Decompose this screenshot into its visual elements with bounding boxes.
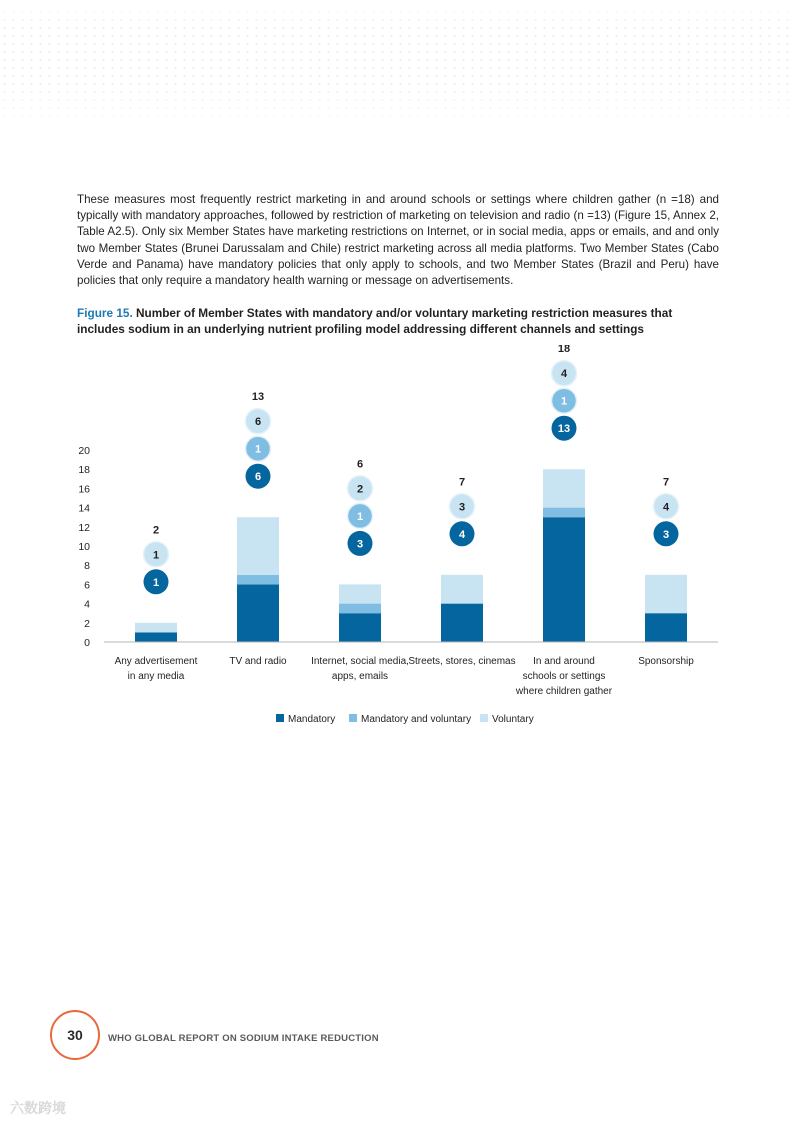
bar-segment	[135, 623, 177, 633]
value-bubble-label: 2	[356, 483, 364, 496]
figure-label: Figure 15.	[77, 306, 133, 320]
y-tick-label: 20	[78, 445, 90, 457]
value-bubble-label: 13	[557, 423, 571, 436]
category-label: Internet, social media,	[311, 656, 409, 667]
category-label: In and around	[533, 656, 595, 667]
value-bubble-label: 1	[560, 395, 568, 408]
category-label: apps, emails	[331, 671, 389, 682]
bar-segment	[237, 575, 279, 585]
bar-segment	[237, 584, 279, 642]
body-paragraph: These measures most frequently restrict marketing in and around schools or settings where children gather (n =18) and typically with mandatory approaches, followed by restriction of marketing on television and radio (n =13) (Figure 15, Annex 2, Table A2.5). Only six Member States have marketing restrictions on Internet, or in social media, apps or emails, and and only two Member States (Brunei Darussalam and Chile) restrict marketing across all media platforms. Two Member States (Cabo Verde and Panama) have mandatory policies that only apply to schools, and two Member States (Brazil and Peru) have policies that only require a mandatory health warning or message on advertisements.	[77, 193, 719, 288]
y-tick-label: 16	[78, 483, 90, 496]
category-label: in any media	[127, 671, 185, 682]
total-label: 7	[662, 476, 670, 489]
y-tick-label: 4	[84, 598, 90, 611]
value-bubble-label: 6	[254, 416, 262, 429]
bar-segment	[237, 517, 279, 575]
value-bubble-label: 6	[254, 471, 262, 484]
value-bubble-label: 1	[152, 576, 160, 589]
legend-swatch	[349, 714, 357, 722]
bar-segment	[441, 604, 483, 642]
category-label: where children gather	[515, 686, 613, 697]
figure-title	[77, 305, 723, 337]
y-tick-label: 2	[84, 617, 90, 630]
bar-segment	[645, 613, 687, 642]
y-tick-label: 14	[78, 502, 90, 515]
bar-segment	[645, 575, 687, 613]
figure-title-text: Number of Member States with mandatory and/or voluntary marketing restriction measures that includes sodium in an underlying nutrient profiling model addressing different channels and settings	[77, 306, 673, 336]
decorative-dot-pattern	[0, 0, 793, 140]
y-tick-label: 10	[78, 541, 90, 553]
legend-label: Mandatory	[288, 714, 336, 725]
value-bubble-label: 4	[458, 528, 466, 541]
legend-label: Voluntary	[492, 714, 534, 725]
bar-segment	[339, 584, 381, 603]
watermark-logo: 六数跨境	[10, 1100, 66, 1116]
page-number-badge	[50, 1010, 100, 1060]
value-bubble-label: 4	[662, 501, 670, 514]
report-title: WHO GLOBAL REPORT ON SODIUM INTAKE REDUCTION	[108, 1033, 379, 1044]
total-label: 7	[458, 476, 466, 489]
legend-swatch	[276, 714, 284, 722]
y-tick-label: 6	[84, 579, 90, 592]
bar-segment	[543, 469, 585, 507]
legend-swatch	[480, 714, 488, 722]
bar-segment	[135, 632, 177, 642]
category-label: Streets, stores, cinemas	[408, 656, 516, 667]
total-label: 18	[557, 345, 571, 356]
bar-segment	[543, 517, 585, 642]
value-bubble-label: 1	[254, 443, 262, 456]
y-tick-label: 12	[78, 521, 90, 534]
value-bubble-label: 4	[560, 368, 568, 381]
total-label: 6	[356, 458, 364, 471]
legend-label: Mandatory and voluntary	[361, 714, 472, 725]
category-label: schools or settings	[522, 671, 606, 682]
y-tick-label: 0	[84, 637, 90, 649]
value-bubble-label: 3	[662, 528, 670, 541]
value-bubble-label: 3	[356, 538, 364, 551]
bar-segment	[543, 508, 585, 518]
y-tick-label: 18	[78, 464, 90, 477]
value-bubble-label: 1	[152, 549, 160, 562]
category-label: TV and radio	[229, 656, 287, 667]
bar-segment	[441, 575, 483, 604]
bar-segment	[339, 613, 381, 642]
value-bubble-label: 1	[356, 510, 364, 523]
y-tick-label: 8	[84, 560, 90, 573]
category-label: Sponsorship	[638, 656, 694, 667]
category-label: Any advertisement	[114, 656, 198, 667]
page-number: 30	[67, 1027, 83, 1043]
total-label: 2	[152, 524, 160, 537]
value-bubble-label: 3	[458, 501, 466, 514]
stacked-bar-chart	[0, 345, 793, 745]
bar-segment	[339, 604, 381, 614]
total-label: 13	[251, 391, 265, 404]
